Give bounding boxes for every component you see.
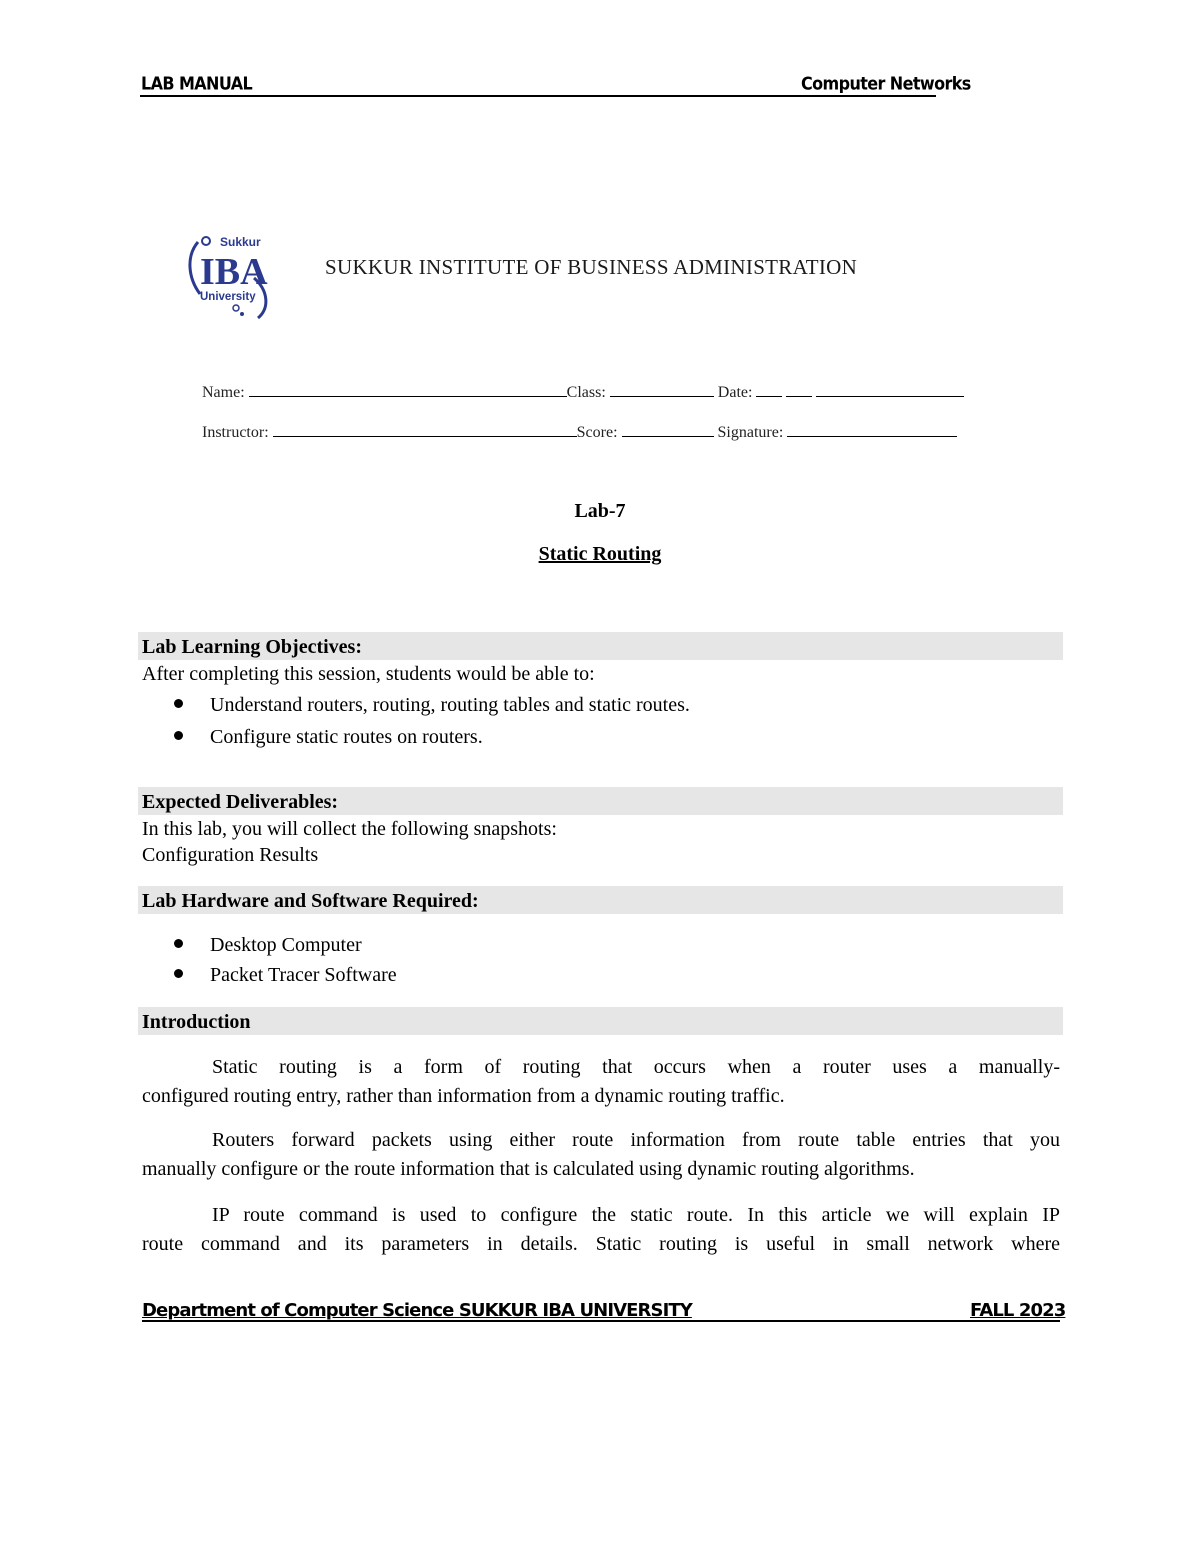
signature-field-line[interactable]	[787, 424, 957, 437]
logo-main-text: IBA	[200, 251, 268, 293]
introduction-heading: Introduction	[138, 1007, 1063, 1035]
name-label: Name:	[202, 384, 245, 401]
intro-paragraph-2-line-1: Routers forward packets using either route information from route table entries that you	[212, 1129, 1060, 1151]
deliverables-line-2: Configuration Results	[142, 844, 319, 866]
intro-paragraph-3-line-2: route command and its parameters in details. Static routing is useful in small network where	[142, 1233, 1060, 1255]
header-rule	[140, 95, 936, 97]
hardware-heading: Lab Hardware and Software Required:	[138, 886, 1063, 914]
logo-bottom-text: University	[200, 291, 256, 303]
deliverables-heading: Expected Deliverables:	[138, 787, 1063, 815]
date-month-line[interactable]	[786, 384, 812, 397]
logo-top-text: Sukkur	[220, 235, 261, 249]
instructor-field-line[interactable]	[273, 424, 577, 437]
form-row-1	[202, 384, 964, 402]
intro-paragraph-3-line-1: IP route command is used to configure the static route. In this article we will explain IP	[212, 1204, 1060, 1226]
bullet-icon	[174, 699, 183, 708]
university-logo	[184, 234, 282, 324]
intro-paragraph-2-line-2: manually configure or the route information that is calculated using dynamic routing algorithms.	[142, 1158, 915, 1180]
bullet-icon	[174, 969, 183, 978]
objectives-intro: After completing this session, students would be able to:	[142, 663, 595, 685]
intro-paragraph-1-line-1: Static routing is a form of routing that occurs when a router uses a manually-	[212, 1056, 1060, 1078]
class-label: Class:	[566, 384, 606, 401]
deliverables-line-1: In this lab, you will collect the following snapshots:	[142, 818, 557, 840]
form-row-2	[202, 424, 957, 442]
objective-item: Understand routers, routing, routing tables and static routes.	[174, 694, 690, 717]
score-label: Score:	[576, 424, 618, 441]
footer-right: FALL 2023	[970, 1300, 1066, 1321]
hardware-item: Packet Tracer Software	[174, 964, 397, 987]
name-field-line[interactable]	[249, 384, 567, 397]
footer-rule	[142, 1320, 1060, 1322]
bullet-icon	[174, 731, 183, 740]
objective-item: Configure static routes on routers.	[174, 726, 483, 749]
institution-name: SUKKUR INSTITUTE OF BUSINESS ADMINISTRATION	[325, 255, 858, 279]
instructor-label: Instructor:	[202, 424, 269, 441]
date-label: Date:	[717, 384, 753, 401]
lab-number: Lab-7	[574, 500, 626, 522]
date-year-line[interactable]	[816, 384, 964, 397]
score-field-line[interactable]	[622, 424, 714, 437]
class-field-line[interactable]	[610, 384, 714, 397]
signature-label: Signature:	[717, 424, 784, 441]
lab-title: Static Routing	[538, 543, 662, 565]
footer-left: Department of Computer Science SUKKUR IBA UNIVERSITY	[142, 1300, 692, 1321]
header-left: LAB MANUAL	[141, 72, 253, 95]
objectives-heading: Lab Learning Objectives:	[138, 632, 1063, 660]
hardware-item: Desktop Computer	[174, 934, 362, 957]
bullet-icon	[174, 939, 183, 948]
header-right: Computer Networks	[801, 72, 971, 95]
date-day-line[interactable]	[756, 384, 782, 397]
intro-paragraph-1-line-2: configured routing entry, rather than information from a dynamic routing traffic.	[142, 1085, 785, 1107]
